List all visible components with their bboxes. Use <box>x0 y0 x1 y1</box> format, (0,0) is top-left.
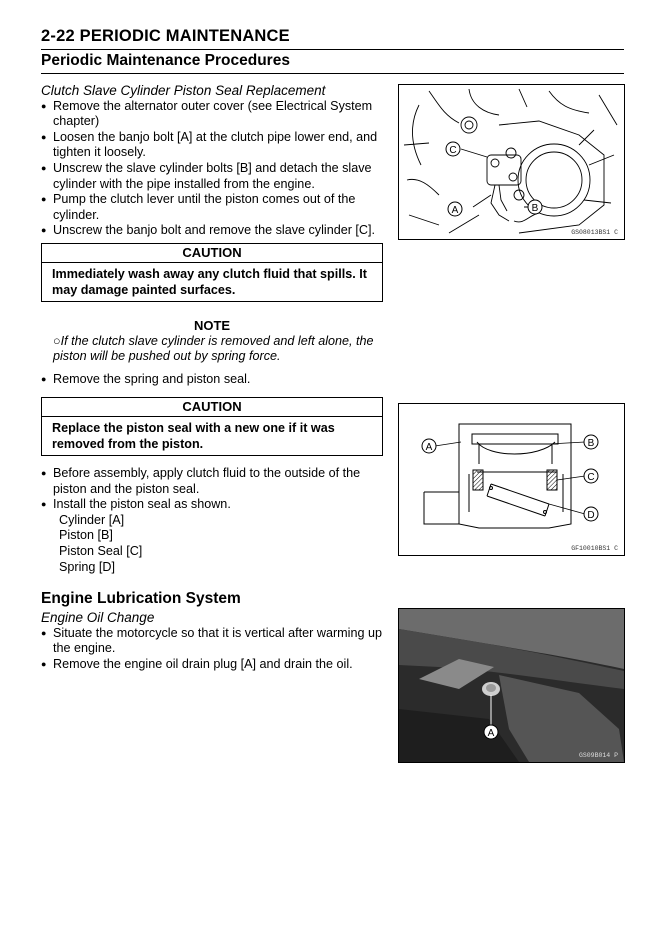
slave-cylinder-illustration <box>399 85 624 239</box>
caution-box-fluid <box>41 243 383 302</box>
section-rule <box>41 73 624 74</box>
bullet-item: ● Situate the motorcycle so that it is vertical after warming up the engine. <box>41 626 383 657</box>
assembly-steps <box>41 466 383 575</box>
piston-seal-diagram <box>399 404 624 555</box>
bullet-item: ● Unscrew the banjo bolt and remove the slave cylinder [C]. <box>41 223 383 239</box>
caution-box-seal <box>41 397 383 456</box>
remove-spring <box>41 372 383 388</box>
note-text: ○If the clutch slave cylinder is removed and left alone, the piston will be pushed out by spring force. <box>53 333 374 364</box>
figure-code: GF10010BS1 C <box>571 545 618 552</box>
note-title: NOTE <box>193 318 231 333</box>
part-label: Cylinder [A] <box>59 512 125 527</box>
bullet-item: ● Remove the alternator outer cover (see Electrical System chapter) <box>41 99 383 130</box>
figure-label: B <box>531 203 539 214</box>
figure-label: C <box>449 145 457 156</box>
bullet-item: ● Remove the engine oil drain plug [A] and drain the oil. <box>41 657 383 673</box>
page-header: 2-22 PERIODIC MAINTENANCE <box>41 27 290 45</box>
caution-text: Immediately wash away any clutch fluid that spills. It may damage painted surfaces. <box>52 267 367 297</box>
note-block <box>41 318 383 365</box>
bullet-item: ● Unscrew the slave cylinder bolts [B] and detach the slave cylinder with the pipe installed from the engine. <box>41 161 383 192</box>
clutch-procedure <box>41 83 383 239</box>
section-title: Periodic Maintenance Procedures <box>41 52 290 69</box>
caution-title: CAUTION <box>42 398 382 417</box>
bullet-item: ● Pump the clutch lever until the piston comes out of the cylinder. <box>41 192 383 223</box>
figure-code: GS09B014 P <box>578 752 618 759</box>
oil-drain-photo <box>399 609 624 762</box>
bullet-item: ● Loosen the banjo bolt [A] at the clutch pipe lower end, and tighten it loosely. <box>41 130 383 161</box>
figure-slave-cylinder <box>398 84 625 240</box>
figure-label: B <box>587 438 595 449</box>
bullet-item: ● Before assembly, apply clutch fluid to the outside of the piston and the piston seal. <box>41 466 383 497</box>
caution-text: Replace the piston seal with a new one if it was removed from the piston. <box>52 421 335 451</box>
part-label: Spring [D] <box>59 559 115 574</box>
figure-label: A <box>451 205 459 216</box>
figure-code: GS08013BS1 C <box>571 229 618 236</box>
oil-procedure <box>41 610 383 672</box>
figure-label: C <box>587 472 595 483</box>
oil-section-title: Engine Lubrication System <box>41 590 241 607</box>
caution-title: CAUTION <box>42 244 382 263</box>
figure-label: A <box>487 728 495 739</box>
part-label: Piston Seal [C] <box>59 543 143 558</box>
figure-label: A <box>425 442 433 453</box>
figure-piston-seal <box>398 403 625 556</box>
figure-oil-drain-plug <box>398 608 625 763</box>
bullet-item: ● Remove the spring and piston seal. <box>41 372 383 388</box>
header-rule <box>41 49 624 50</box>
clutch-subtitle: Clutch Slave Cylinder Piston Seal Replacement <box>41 83 326 98</box>
part-label: Piston [B] <box>59 528 113 543</box>
figure-label: D <box>587 510 595 521</box>
bullet-item: ● Install the piston seal as shown. <box>41 497 383 513</box>
oil-subtitle: Engine Oil Change <box>41 610 155 625</box>
